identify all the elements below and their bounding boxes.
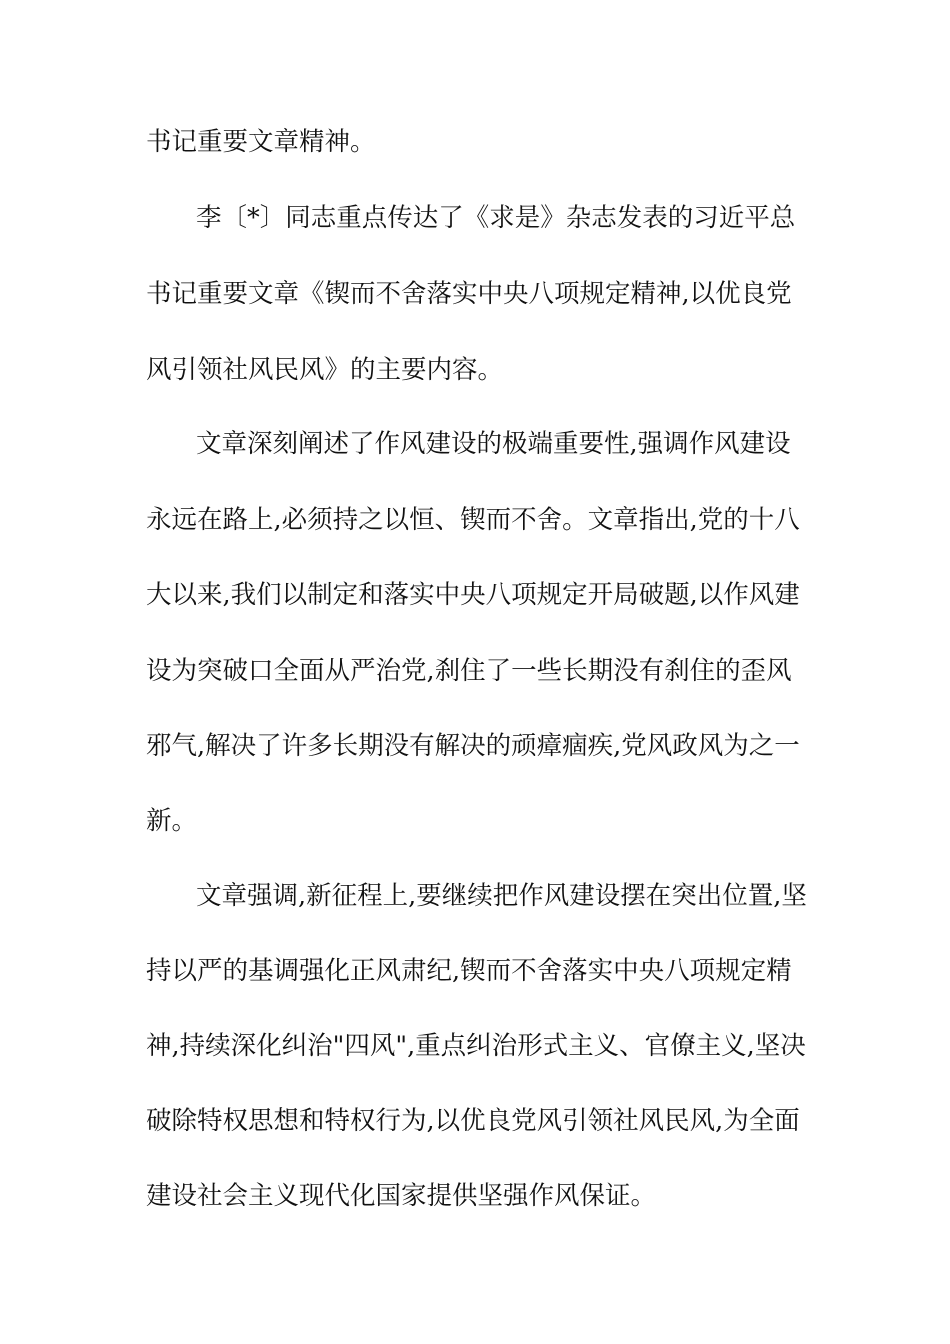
text-line	[0, 1101, 950, 1141]
text-line	[0, 726, 950, 766]
text-line	[0, 951, 950, 991]
paragraph-4-line-3: 神,持续深化纠治"四风",重点纠治形式主义、官僚主义,坚决	[146, 1031, 806, 1061]
paragraph-2-line-1: 李〔*〕同志重点传达了《求是》杂志发表的习近平总	[196, 203, 796, 233]
text-line	[0, 876, 950, 916]
paragraph-3-line-6: 新。	[146, 806, 198, 836]
paragraph-4-line-2: 持以严的基调强化正风肃纪,锲而不舍落实中央八项规定精	[146, 956, 792, 986]
text-line	[0, 1026, 950, 1066]
text-line	[0, 122, 950, 162]
text-line	[0, 424, 950, 464]
text-line	[0, 651, 950, 691]
text-line	[0, 500, 950, 540]
paragraph-3-line-1: 文章深刻阐述了作风建设的极端重要性,强调作风建设	[196, 429, 791, 459]
paragraph-3-line-4: 设为突破口全面从严治党,刹住了一些长期没有刹住的歪风	[146, 656, 792, 686]
text-line	[0, 575, 950, 615]
paragraph-3-line-2: 永远在路上,必须持之以恒、锲而不舍。文章指出,党的十八	[146, 505, 800, 535]
paragraph-2-line-3: 风引领社风民风》的主要内容。	[146, 355, 504, 385]
paragraph-1-line-1: 书记重要文章精神。	[146, 127, 376, 157]
text-line	[0, 198, 950, 238]
paragraph-3-line-3: 大以来,我们以制定和落实中央八项规定开局破题,以作风建	[146, 580, 800, 610]
text-line	[0, 801, 950, 841]
paragraph-4-line-5: 建设社会主义现代化国家提供坚强作风保证。	[146, 1181, 657, 1211]
text-line	[0, 1176, 950, 1216]
paragraph-4-line-4: 破除特权思想和特权行为,以优良党风引领社风民风,为全面	[146, 1106, 800, 1136]
paragraph-2-line-2: 书记重要文章《锲而不舍落实中央八项规定精神,以优良党	[146, 279, 792, 309]
paragraph-4-line-1: 文章强调,新征程上,要继续把作风建设摆在突出位置,坚	[196, 881, 807, 911]
text-line	[0, 350, 950, 390]
text-line	[0, 274, 950, 314]
paragraph-3-line-5: 邪气,解决了许多长期没有解决的顽瘴痼疾,党风政风为之一	[146, 731, 800, 761]
